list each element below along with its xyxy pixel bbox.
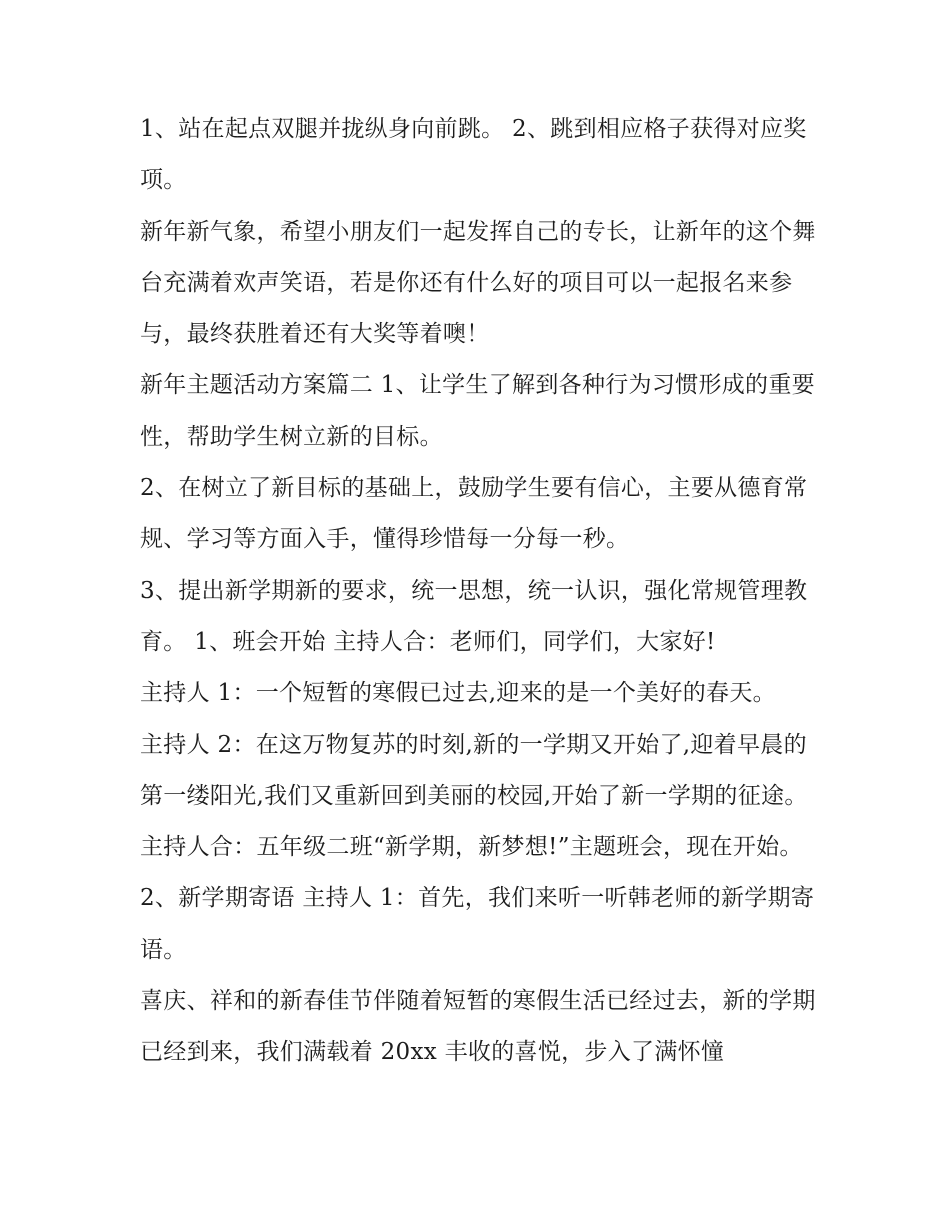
paragraph-2: 新年新气象，希望小朋友们一起发挥自己的专长，让新年的这个舞台充满着欢声笑语，若是你还有什么好的项目可以一起报名来参与，最终获胜着还有大奖等着噢！ (140, 218, 816, 348)
paragraph-6: 主持人 1：一个短暂的寒假已过去,迎来的是一个美好的春天。 (140, 680, 776, 707)
paragraph-5: 3、提出新学期新的要求，统一思想，统一认识，强化常规管理教育。 1、班会开始 主持人合：老师们，同学们，大家好! (140, 577, 808, 655)
paragraph-3: 新年主题活动方案篇二 1、让学生了解到各种行为习惯形成的重要性，帮助学生树立新的目标。 (140, 372, 815, 450)
paragraph-7: 主持人 2：在这万物复苏的时刻,新的一学期又开始了,迎着早晨的第一缕阳光,我们又重新回到美丽的校园,开始了新一学期的征途。 (140, 731, 808, 809)
paragraph-8: 主持人合：五年级二班“新学期，新梦想!”主题班会，现在开始。 2、新学期寄语 主持人 1：首先，我们来听一听韩老师的新学期寄语。 (140, 834, 815, 963)
document-body (140, 104, 820, 1079)
paragraph-4: 2、在树立了新目标的基础上，鼓励学生要有信心，主要从德育常规、学习等方面入手，懂得珍惜每一分每一秒。 (140, 475, 808, 553)
paragraph-9: 喜庆、祥和的新春佳节伴随着短暂的寒假生活已经过去，新的学期已经到来，我们满载着 20xx 丰收的喜悦，步入了满怀憧 (140, 988, 816, 1066)
paragraph-1: 1、站在起点双腿并拢纵身向前跳。 2、跳到相应格子获得对应奖项。 (140, 116, 807, 194)
